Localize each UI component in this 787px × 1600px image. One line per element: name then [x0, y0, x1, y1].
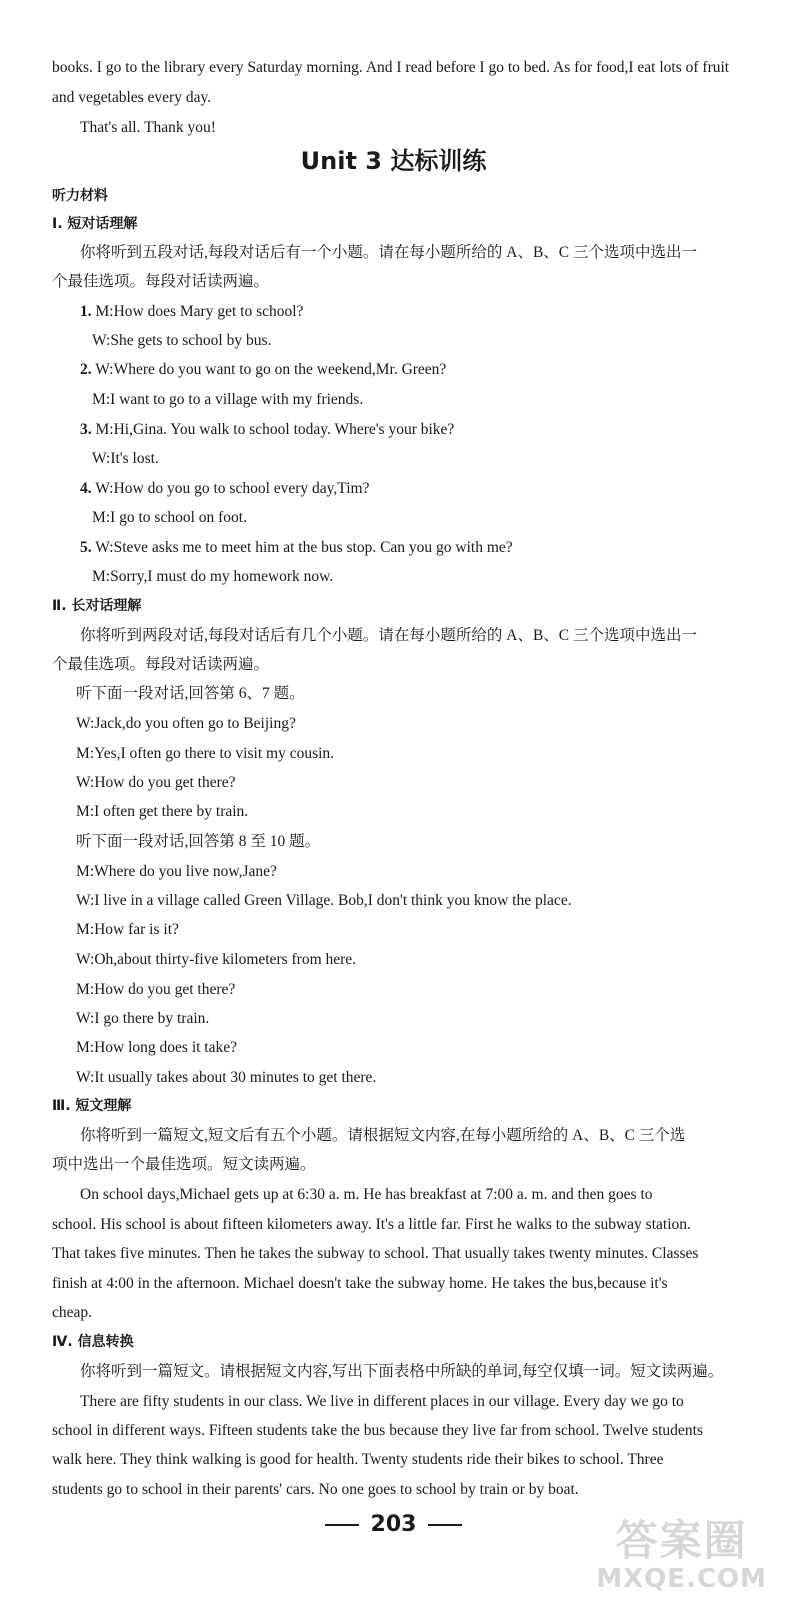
part2-heading: Ⅱ. 长对话理解	[52, 598, 142, 614]
part4-instruction-1: 你将听到一篇短文。请根据短文内容,写出下面表格中所缺的单词,每空仅填一词。短文读两遍。	[80, 1363, 724, 1380]
part4-heading: Ⅳ. 信息转换	[52, 1334, 134, 1350]
watermark-en: MXQE.COM	[596, 1564, 767, 1594]
part3-paragraph-line: school. His school is about fifteen kilometers away. It's a little far. First he walks to the subway station.	[52, 1216, 691, 1233]
part3-instruction-1: 你将听到一篇短文,短文后有五个小题。请根据短文内容,在每小题所给的 A、B、C 三个选	[80, 1127, 686, 1144]
long-dialog-2-line: M:How do you get there?	[76, 981, 236, 998]
part3-paragraph-line: cheap.	[52, 1304, 93, 1321]
dialog-1-line-2: W:She gets to school by bus.	[92, 332, 272, 349]
dialog-number: 4.	[80, 480, 92, 497]
part4-paragraph-line: There are fifty students in our class. We live in different places in our village. Every day we go to	[80, 1393, 684, 1410]
dialog-5-line-1	[80, 538, 757, 558]
dialog-text: M:Hi,Gina. You walk to school today. Where's your bike?	[95, 421, 455, 438]
dialog-number: 2.	[80, 361, 92, 378]
part2-instruction-1: 你将听到两段对话,每段对话后有几个小题。请在每小题所给的 A、B、C 三个选项中选出一	[80, 627, 697, 644]
dialog-2-line-1	[80, 360, 757, 380]
long-dialog-1-line: M:I often get there by train.	[76, 803, 249, 820]
intro-line-3: That's all. Thank you!	[80, 119, 216, 136]
part4-paragraph-line: students go to school in their parents' cars. No one goes to school by train or by boat.	[52, 1481, 579, 1498]
dialog-4-line-1	[80, 479, 757, 499]
watermark	[596, 1516, 767, 1594]
dialog-2-line-2: M:I want to go to a village with my friends.	[92, 391, 364, 408]
part1-instruction-1: 你将听到五段对话,每段对话后有一个小题。请在每小题所给的 A、B、C 三个选项中选出一	[80, 244, 697, 261]
part4-paragraph-line: school in different ways. Fifteen students take the bus because they live far from school. Twelve students	[52, 1422, 703, 1439]
dialog-4-line-2: M:I go to school on foot.	[92, 509, 247, 526]
part3-instruction-2: 项中选出一个最佳选项。短文读两遍。	[52, 1156, 316, 1173]
part2-subheading-2: 听下面一段对话,回答第 8 至 10 题。	[76, 833, 321, 850]
long-dialog-2-line: M:How long does it take?	[76, 1039, 238, 1056]
dialog-1-line-1	[80, 302, 757, 322]
watermark-cn: 答案圈	[615, 1516, 748, 1565]
long-dialog-1-line: W:Jack,do you often go to Beijing?	[76, 715, 296, 732]
long-dialog-2-line: M:How far is it?	[76, 921, 179, 938]
part3-paragraph-line: finish at 4:00 in the afternoon. Michael doesn't take the subway home. He takes the bus,because it's	[52, 1275, 668, 1292]
intro-line-2: and vegetables every day.	[52, 89, 212, 106]
long-dialog-1-line: W:How do you get there?	[76, 774, 236, 791]
page-number-dash	[325, 1524, 359, 1526]
dialog-number: 1.	[80, 303, 92, 320]
part1-heading: Ⅰ. 短对话理解	[52, 216, 138, 232]
part3-paragraph-line: On school days,Michael gets up at 6:30 a. m. He has breakfast at 7:00 a. m. and then goes to	[80, 1186, 653, 1203]
dialog-text: W:Steve asks me to meet him at the bus stop. Can you go with me?	[95, 539, 513, 556]
long-dialog-2-line: W:It usually takes about 30 minutes to get there.	[76, 1069, 377, 1086]
listening-heading: 听力材料	[52, 188, 108, 204]
part3-paragraph-line: That takes five minutes. Then he takes the subway to school. That usually takes twenty minutes. Classes	[52, 1245, 699, 1262]
part2-instruction-2: 个最佳选项。每段对话读两遍。	[52, 656, 270, 673]
page-title: Unit 3 达标训练	[300, 147, 487, 175]
part1-instruction-2: 个最佳选项。每段对话读两遍。	[52, 273, 270, 290]
long-dialog-2-line: W:I live in a village called Green Village. Bob,I don't think you know the place.	[76, 892, 572, 909]
long-dialog-2-line: W:I go there by train.	[76, 1010, 210, 1027]
dialog-3-line-2: W:It's lost.	[92, 450, 159, 467]
page-number-dash	[428, 1524, 462, 1526]
dialog-text: W:How do you go to school every day,Tim?	[95, 480, 370, 497]
long-dialog-1-line: M:Yes,I often go there to visit my cousin.	[76, 745, 335, 762]
dialog-3-line-1	[80, 420, 757, 440]
dialog-text: W:Where do you want to go on the weekend,Mr. Green?	[95, 361, 447, 378]
long-dialog-2-line: W:Oh,about thirty-five kilometers from here.	[76, 951, 357, 968]
part4-paragraph-line: walk here. They think walking is good for health. Twenty students ride their bikes to school. Three	[52, 1451, 664, 1468]
dialog-5-line-2: M:Sorry,I must do my homework now.	[92, 568, 334, 585]
part3-heading: Ⅲ. 短文理解	[52, 1098, 132, 1114]
dialog-text: M:How does Mary get to school?	[95, 303, 304, 320]
long-dialog-2-line: M:Where do you live now,Jane?	[76, 863, 277, 880]
intro-line-1: books. I go to the library every Saturday morning. And I read before I go to bed. As for food,I eat lots of fruit	[52, 59, 730, 76]
dialog-number: 5.	[80, 539, 92, 556]
part2-subheading-1: 听下面一段对话,回答第 6、7 题。	[76, 685, 305, 702]
page-number-value: 203	[370, 1512, 417, 1537]
dialog-number: 3.	[80, 421, 92, 438]
